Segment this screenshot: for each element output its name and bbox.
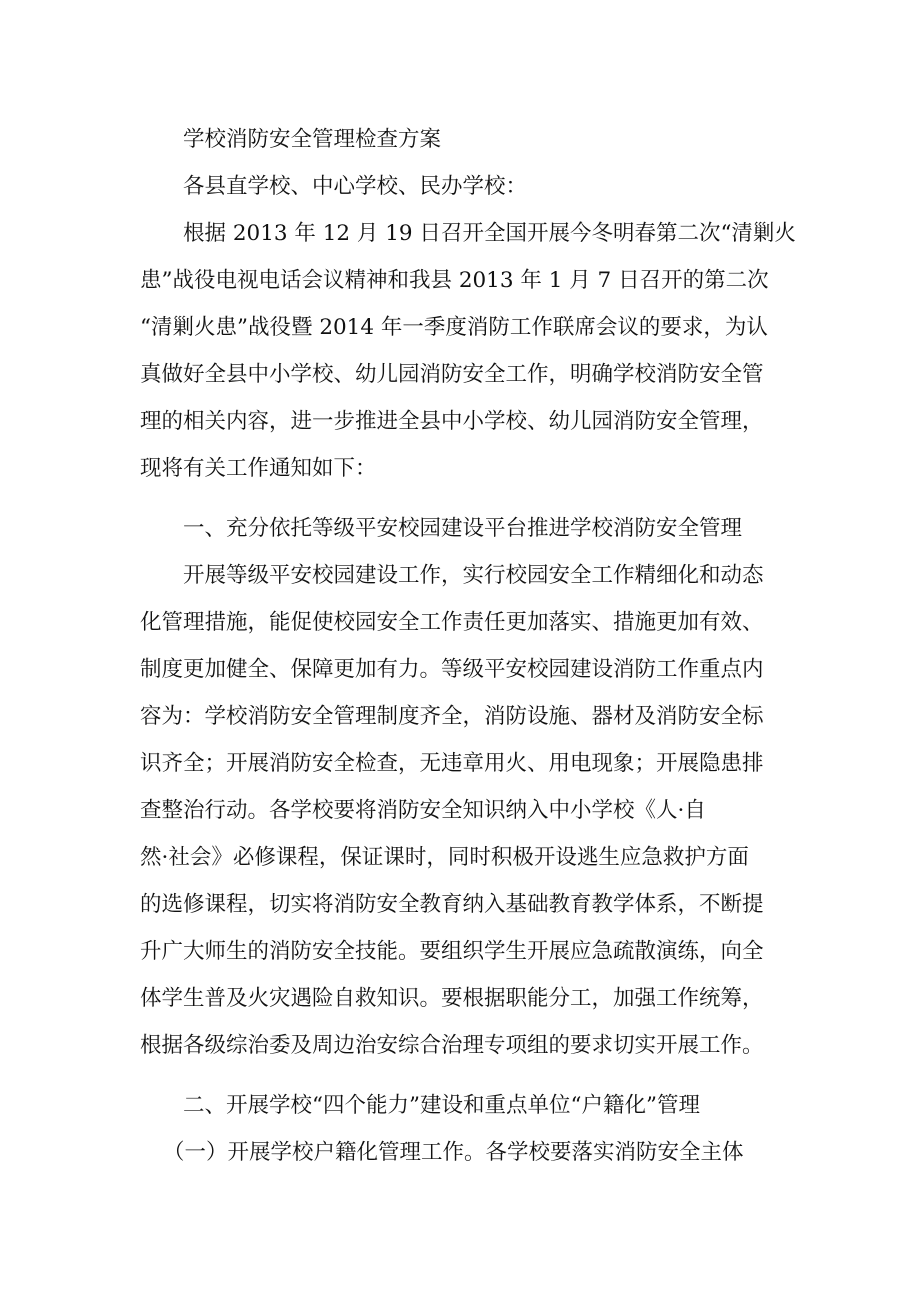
paragraph-line: “清剿火患”战役暨 2014 年一季度消防工作联席会议的要求，为认 — [140, 315, 768, 340]
paragraph-line: 查整治行动。各学校要将消防安全知识纳入中小学校《人·自 — [140, 798, 706, 823]
subsection-line: （一）开展学校户籍化管理工作。各学校要落实消防安全主体 — [163, 1140, 744, 1165]
paragraph-line: 体学生普及火灾遇险自救知识。要根据职能分工，加强工作统筹， — [140, 986, 764, 1011]
paragraph-line: 现将有关工作通知如下： — [140, 456, 377, 481]
paragraph-line: 患”战役电视电话会议精神和我县 2013 年 1 月 7 日召开的第二次 — [140, 268, 769, 293]
paragraph-line: 制度更加健全、保障更加有力。等级平安校园建设消防工作重点内 — [140, 657, 764, 682]
paragraph-line: 根据 2013 年 12 月 19 日召开全国开展今冬明春第二次“清剿火 — [183, 221, 796, 246]
paragraph-line: 识齐全；开展消防安全检查，无违章用火、用电现象；开展隐患排 — [140, 751, 764, 776]
document-title: 学校消防安全管理检查方案 — [183, 127, 442, 152]
paragraph-line: 化管理措施，能促使校园安全工作责任更加落实、措施更加有效、 — [140, 610, 764, 635]
section-heading-1: 一、充分依托等级平安校园建设平台推进学校消防安全管理 — [183, 516, 743, 541]
paragraph-line: 理的相关内容，进一步推进全县中小学校、幼儿园消防安全管理， — [140, 409, 764, 434]
salutation: 各县直学校、中心学校、民办学校： — [183, 174, 528, 199]
section-heading-2: 二、开展学校“四个能力”建设和重点单位“户籍化”管理 — [183, 1093, 700, 1118]
paragraph-line: 然·社会》必修课程，保证课时，同时积极开设逃生应急救护方面 — [140, 845, 749, 870]
paragraph-line: 真做好全县中小学校、幼儿园消防安全工作，明确学校消防安全管 — [140, 362, 764, 387]
paragraph-line: 开展等级平安校园建设工作，实行校园安全工作精细化和动态 — [183, 563, 764, 588]
paragraph-line: 容为：学校消防安全管理制度齐全，消防设施、器材及消防安全标 — [140, 704, 764, 729]
paragraph-line: 的选修课程，切实将消防安全教育纳入基础教育教学体系，不断提 — [140, 892, 764, 917]
paragraph-line: 根据各级综治委及周边治安综合治理专项组的要求切实开展工作。 — [140, 1033, 764, 1058]
paragraph-line: 升广大师生的消防安全技能。要组织学生开展应急疏散演练，向全 — [140, 939, 764, 964]
